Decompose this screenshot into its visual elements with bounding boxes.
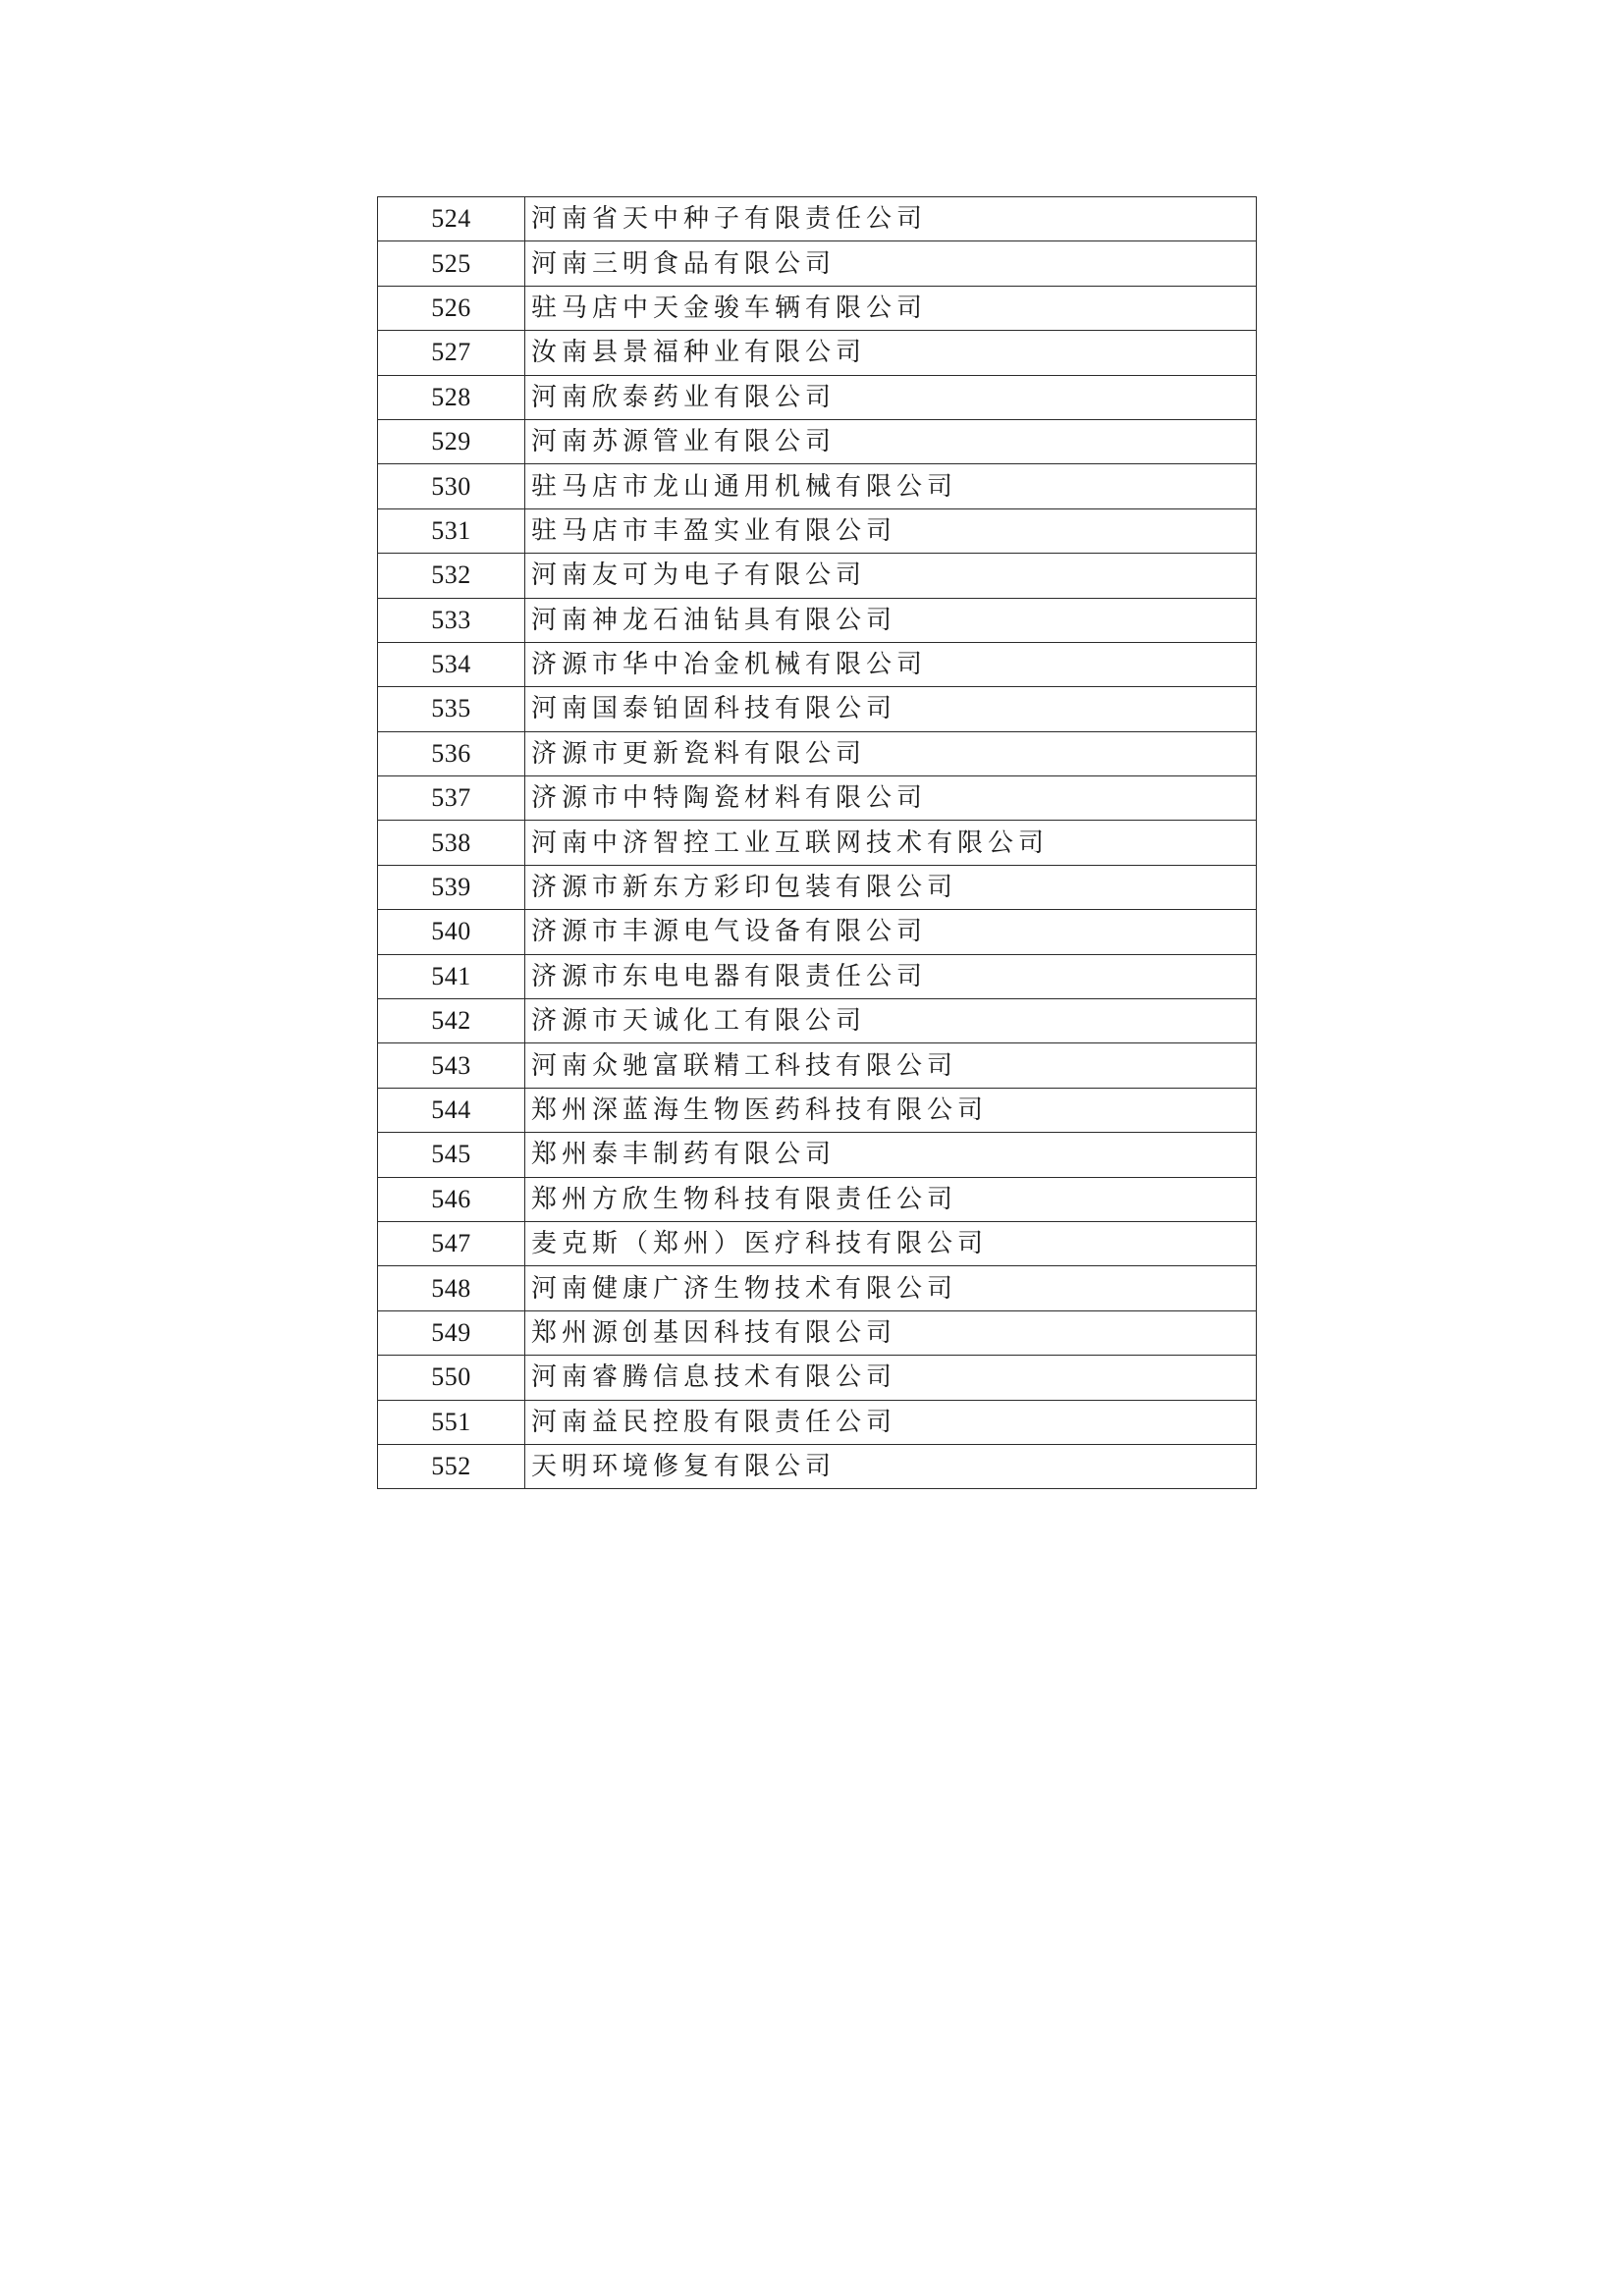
table-row	[378, 554, 1257, 598]
company-name: 郑州源创基因科技有限公司	[525, 1310, 1257, 1355]
row-number: 524	[378, 197, 525, 241]
table-row	[378, 1043, 1257, 1088]
table-row	[378, 910, 1257, 954]
company-name: 驻马店市龙山通用机械有限公司	[525, 464, 1257, 508]
row-number: 551	[378, 1400, 525, 1444]
table-row	[378, 1221, 1257, 1265]
table-row	[378, 286, 1257, 330]
table-row	[378, 1356, 1257, 1400]
company-name: 济源市天诚化工有限公司	[525, 999, 1257, 1043]
table-row	[378, 375, 1257, 419]
table-row	[378, 598, 1257, 642]
company-name: 济源市中特陶瓷材料有限公司	[525, 776, 1257, 821]
row-number: 531	[378, 508, 525, 553]
row-number: 549	[378, 1310, 525, 1355]
table-row	[378, 821, 1257, 865]
table-row	[378, 687, 1257, 731]
row-number: 540	[378, 910, 525, 954]
company-name: 天明环境修复有限公司	[525, 1444, 1257, 1488]
row-number: 548	[378, 1266, 525, 1310]
company-name: 河南欣泰药业有限公司	[525, 375, 1257, 419]
table-row	[378, 731, 1257, 775]
row-number: 545	[378, 1133, 525, 1177]
company-name: 河南睿腾信息技术有限公司	[525, 1356, 1257, 1400]
table-row	[378, 1400, 1257, 1444]
company-name: 麦克斯（郑州）医疗科技有限公司	[525, 1221, 1257, 1265]
company-list-table	[377, 196, 1257, 1489]
table-row	[378, 1444, 1257, 1488]
row-number: 547	[378, 1221, 525, 1265]
table-row	[378, 865, 1257, 909]
row-number: 534	[378, 642, 525, 686]
row-number: 529	[378, 419, 525, 463]
company-name: 济源市新东方彩印包装有限公司	[525, 865, 1257, 909]
company-name: 汝南县景福种业有限公司	[525, 331, 1257, 375]
company-name: 河南神龙石油钻具有限公司	[525, 598, 1257, 642]
row-number: 533	[378, 598, 525, 642]
company-name: 河南三明食品有限公司	[525, 241, 1257, 286]
company-name: 河南省天中种子有限责任公司	[525, 197, 1257, 241]
company-name: 济源市丰源电气设备有限公司	[525, 910, 1257, 954]
table-row	[378, 197, 1257, 241]
table-row	[378, 1266, 1257, 1310]
company-name: 济源市华中冶金机械有限公司	[525, 642, 1257, 686]
company-name: 济源市更新瓷料有限公司	[525, 731, 1257, 775]
row-number: 528	[378, 375, 525, 419]
table-row	[378, 642, 1257, 686]
company-name: 河南国泰铂固科技有限公司	[525, 687, 1257, 731]
table-row	[378, 331, 1257, 375]
row-number: 527	[378, 331, 525, 375]
table-row	[378, 1088, 1257, 1132]
table-row	[378, 776, 1257, 821]
table-row	[378, 419, 1257, 463]
row-number: 537	[378, 776, 525, 821]
company-name: 河南众驰富联精工科技有限公司	[525, 1043, 1257, 1088]
company-name: 河南友可为电子有限公司	[525, 554, 1257, 598]
row-number: 550	[378, 1356, 525, 1400]
row-number: 541	[378, 954, 525, 998]
row-number: 544	[378, 1088, 525, 1132]
company-name: 河南益民控股有限责任公司	[525, 1400, 1257, 1444]
row-number: 538	[378, 821, 525, 865]
company-name: 驻马店市丰盈实业有限公司	[525, 508, 1257, 553]
table-row	[378, 508, 1257, 553]
row-number: 535	[378, 687, 525, 731]
company-name: 济源市东电电器有限责任公司	[525, 954, 1257, 998]
table-row	[378, 464, 1257, 508]
company-name: 郑州方欣生物科技有限责任公司	[525, 1177, 1257, 1221]
table-row	[378, 241, 1257, 286]
company-name: 郑州深蓝海生物医药科技有限公司	[525, 1088, 1257, 1132]
row-number: 526	[378, 286, 525, 330]
table-row	[378, 999, 1257, 1043]
company-name: 河南苏源管业有限公司	[525, 419, 1257, 463]
table-body	[378, 197, 1257, 1489]
row-number: 552	[378, 1444, 525, 1488]
row-number: 539	[378, 865, 525, 909]
row-number: 546	[378, 1177, 525, 1221]
company-name: 河南健康广济生物技术有限公司	[525, 1266, 1257, 1310]
row-number: 532	[378, 554, 525, 598]
company-name: 驻马店中天金骏车辆有限公司	[525, 286, 1257, 330]
row-number: 525	[378, 241, 525, 286]
company-name: 河南中济智控工业互联网技术有限公司	[525, 821, 1257, 865]
table-row	[378, 1133, 1257, 1177]
table-row	[378, 1177, 1257, 1221]
table-row	[378, 954, 1257, 998]
table-row	[378, 1310, 1257, 1355]
company-name: 郑州泰丰制药有限公司	[525, 1133, 1257, 1177]
row-number: 530	[378, 464, 525, 508]
row-number: 543	[378, 1043, 525, 1088]
row-number: 542	[378, 999, 525, 1043]
row-number: 536	[378, 731, 525, 775]
